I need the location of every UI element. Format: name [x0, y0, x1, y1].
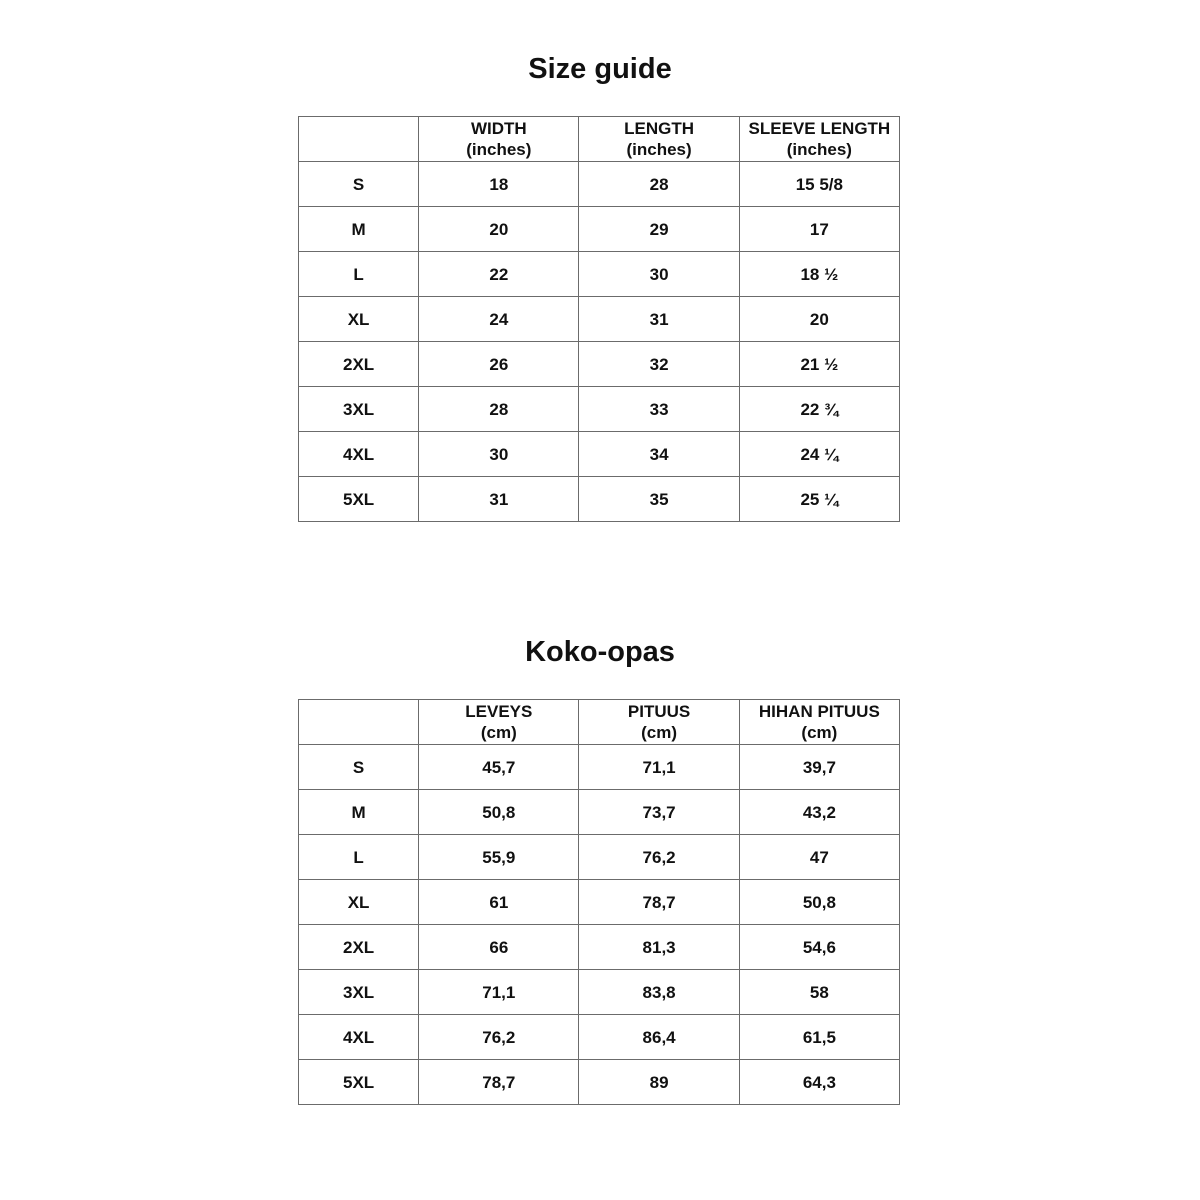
- measurement-cell: 35: [579, 477, 739, 522]
- column-header-label: LEVEYS: [465, 702, 533, 721]
- measurement-cell: 55,9: [419, 835, 579, 880]
- measurement-cell: 61: [419, 880, 579, 925]
- measurement-cell: 66: [419, 925, 579, 970]
- column-header-unit: (inches): [786, 140, 852, 159]
- measurement-cell: 43,2: [739, 790, 899, 835]
- table-row: [299, 835, 900, 880]
- size-label-cell: 4XL: [299, 432, 419, 477]
- table-row: [299, 1015, 900, 1060]
- measurement-cell: 15 5/8: [739, 162, 899, 207]
- column-header: [579, 117, 739, 162]
- size-label-cell: L: [299, 835, 419, 880]
- size-label-cell: 4XL: [299, 1015, 419, 1060]
- table-row: [299, 252, 900, 297]
- table-row: [299, 790, 900, 835]
- column-header-label: WIDTH: [470, 119, 527, 138]
- measurement-cell: 64,3: [739, 1060, 899, 1105]
- size-guide-table-cm: [298, 699, 900, 1105]
- size-label-cell: 2XL: [299, 342, 419, 387]
- measurement-cell: 26: [419, 342, 579, 387]
- table-row: [299, 925, 900, 970]
- column-header-label: LENGTH: [624, 119, 695, 138]
- measurement-cell: 32: [579, 342, 739, 387]
- table-row: [299, 745, 900, 790]
- measurement-cell: 22: [419, 252, 579, 297]
- size-label-cell: S: [299, 745, 419, 790]
- table-row: [299, 432, 900, 477]
- table-row: [299, 880, 900, 925]
- column-header-label: HIHAN PITUUS: [758, 702, 880, 721]
- measurement-cell: 24 ¼: [739, 432, 899, 477]
- size-guide-table-inches: [298, 116, 900, 522]
- measurement-cell: 47: [739, 835, 899, 880]
- measurement-cell: 50,8: [419, 790, 579, 835]
- measurement-cell: 24: [419, 297, 579, 342]
- measurement-cell: 54,6: [739, 925, 899, 970]
- measurement-cell: 39,7: [739, 745, 899, 790]
- size-label-cell: M: [299, 207, 419, 252]
- column-header-unit: (inches): [626, 140, 692, 159]
- size-label-cell: 5XL: [299, 477, 419, 522]
- measurement-cell: 30: [579, 252, 739, 297]
- table-row: [299, 387, 900, 432]
- measurement-cell: 78,7: [419, 1060, 579, 1105]
- measurement-cell: 50,8: [739, 880, 899, 925]
- size-label-cell: 3XL: [299, 387, 419, 432]
- table-row: [299, 207, 900, 252]
- column-header-unit: (inches): [466, 140, 532, 159]
- measurement-cell: 18: [419, 162, 579, 207]
- size-guide-title: Size guide: [528, 53, 672, 85]
- measurement-cell: 61,5: [739, 1015, 899, 1060]
- size-label-cell: 3XL: [299, 970, 419, 1015]
- measurement-cell: 31: [419, 477, 579, 522]
- table-row: [299, 970, 900, 1015]
- koko-opas-title: Koko-opas: [525, 636, 675, 668]
- column-header: [579, 700, 739, 745]
- measurement-cell: 76,2: [419, 1015, 579, 1060]
- measurement-cell: 30: [419, 432, 579, 477]
- measurement-cell: 18 ½: [739, 252, 899, 297]
- measurement-cell: 71,1: [419, 970, 579, 1015]
- measurement-cell: 28: [579, 162, 739, 207]
- size-label-cell: L: [299, 252, 419, 297]
- measurement-cell: 25 ¼: [739, 477, 899, 522]
- header-row: [299, 117, 900, 162]
- measurement-cell: 78,7: [579, 880, 739, 925]
- column-header-unit: (cm): [641, 723, 678, 742]
- measurement-cell: 20: [739, 297, 899, 342]
- column-header: [739, 117, 899, 162]
- measurement-cell: 28: [419, 387, 579, 432]
- measurement-cell: 81,3: [579, 925, 739, 970]
- column-header-label: SLEEVE LENGTH: [748, 119, 891, 138]
- table-row: [299, 297, 900, 342]
- size-label-cell: S: [299, 162, 419, 207]
- corner-cell: [299, 700, 419, 745]
- measurement-cell: 34: [579, 432, 739, 477]
- measurement-cell: 31: [579, 297, 739, 342]
- size-label-cell: M: [299, 790, 419, 835]
- measurement-cell: 71,1: [579, 745, 739, 790]
- measurement-cell: 58: [739, 970, 899, 1015]
- measurement-cell: 22 ¾: [739, 387, 899, 432]
- measurement-cell: 83,8: [579, 970, 739, 1015]
- column-header-unit: (cm): [480, 723, 517, 742]
- column-header-unit: (cm): [801, 723, 838, 742]
- column-header: [739, 700, 899, 745]
- measurement-cell: 29: [579, 207, 739, 252]
- measurement-cell: 17: [739, 207, 899, 252]
- corner-cell: [299, 117, 419, 162]
- size-label-cell: XL: [299, 880, 419, 925]
- measurement-cell: 20: [419, 207, 579, 252]
- measurement-cell: 89: [579, 1060, 739, 1105]
- size-label-cell: 5XL: [299, 1060, 419, 1105]
- column-header: [419, 700, 579, 745]
- measurement-cell: 86,4: [579, 1015, 739, 1060]
- size-label-cell: XL: [299, 297, 419, 342]
- measurement-cell: 45,7: [419, 745, 579, 790]
- table-row: [299, 1060, 900, 1105]
- table-row: [299, 342, 900, 387]
- header-row: [299, 700, 900, 745]
- column-header: [419, 117, 579, 162]
- measurement-cell: 21 ½: [739, 342, 899, 387]
- column-header-label: PITUUS: [627, 702, 691, 721]
- table-row: [299, 162, 900, 207]
- size-label-cell: 2XL: [299, 925, 419, 970]
- measurement-cell: 76,2: [579, 835, 739, 880]
- measurement-cell: 33: [579, 387, 739, 432]
- measurement-cell: 73,7: [579, 790, 739, 835]
- table-row: [299, 477, 900, 522]
